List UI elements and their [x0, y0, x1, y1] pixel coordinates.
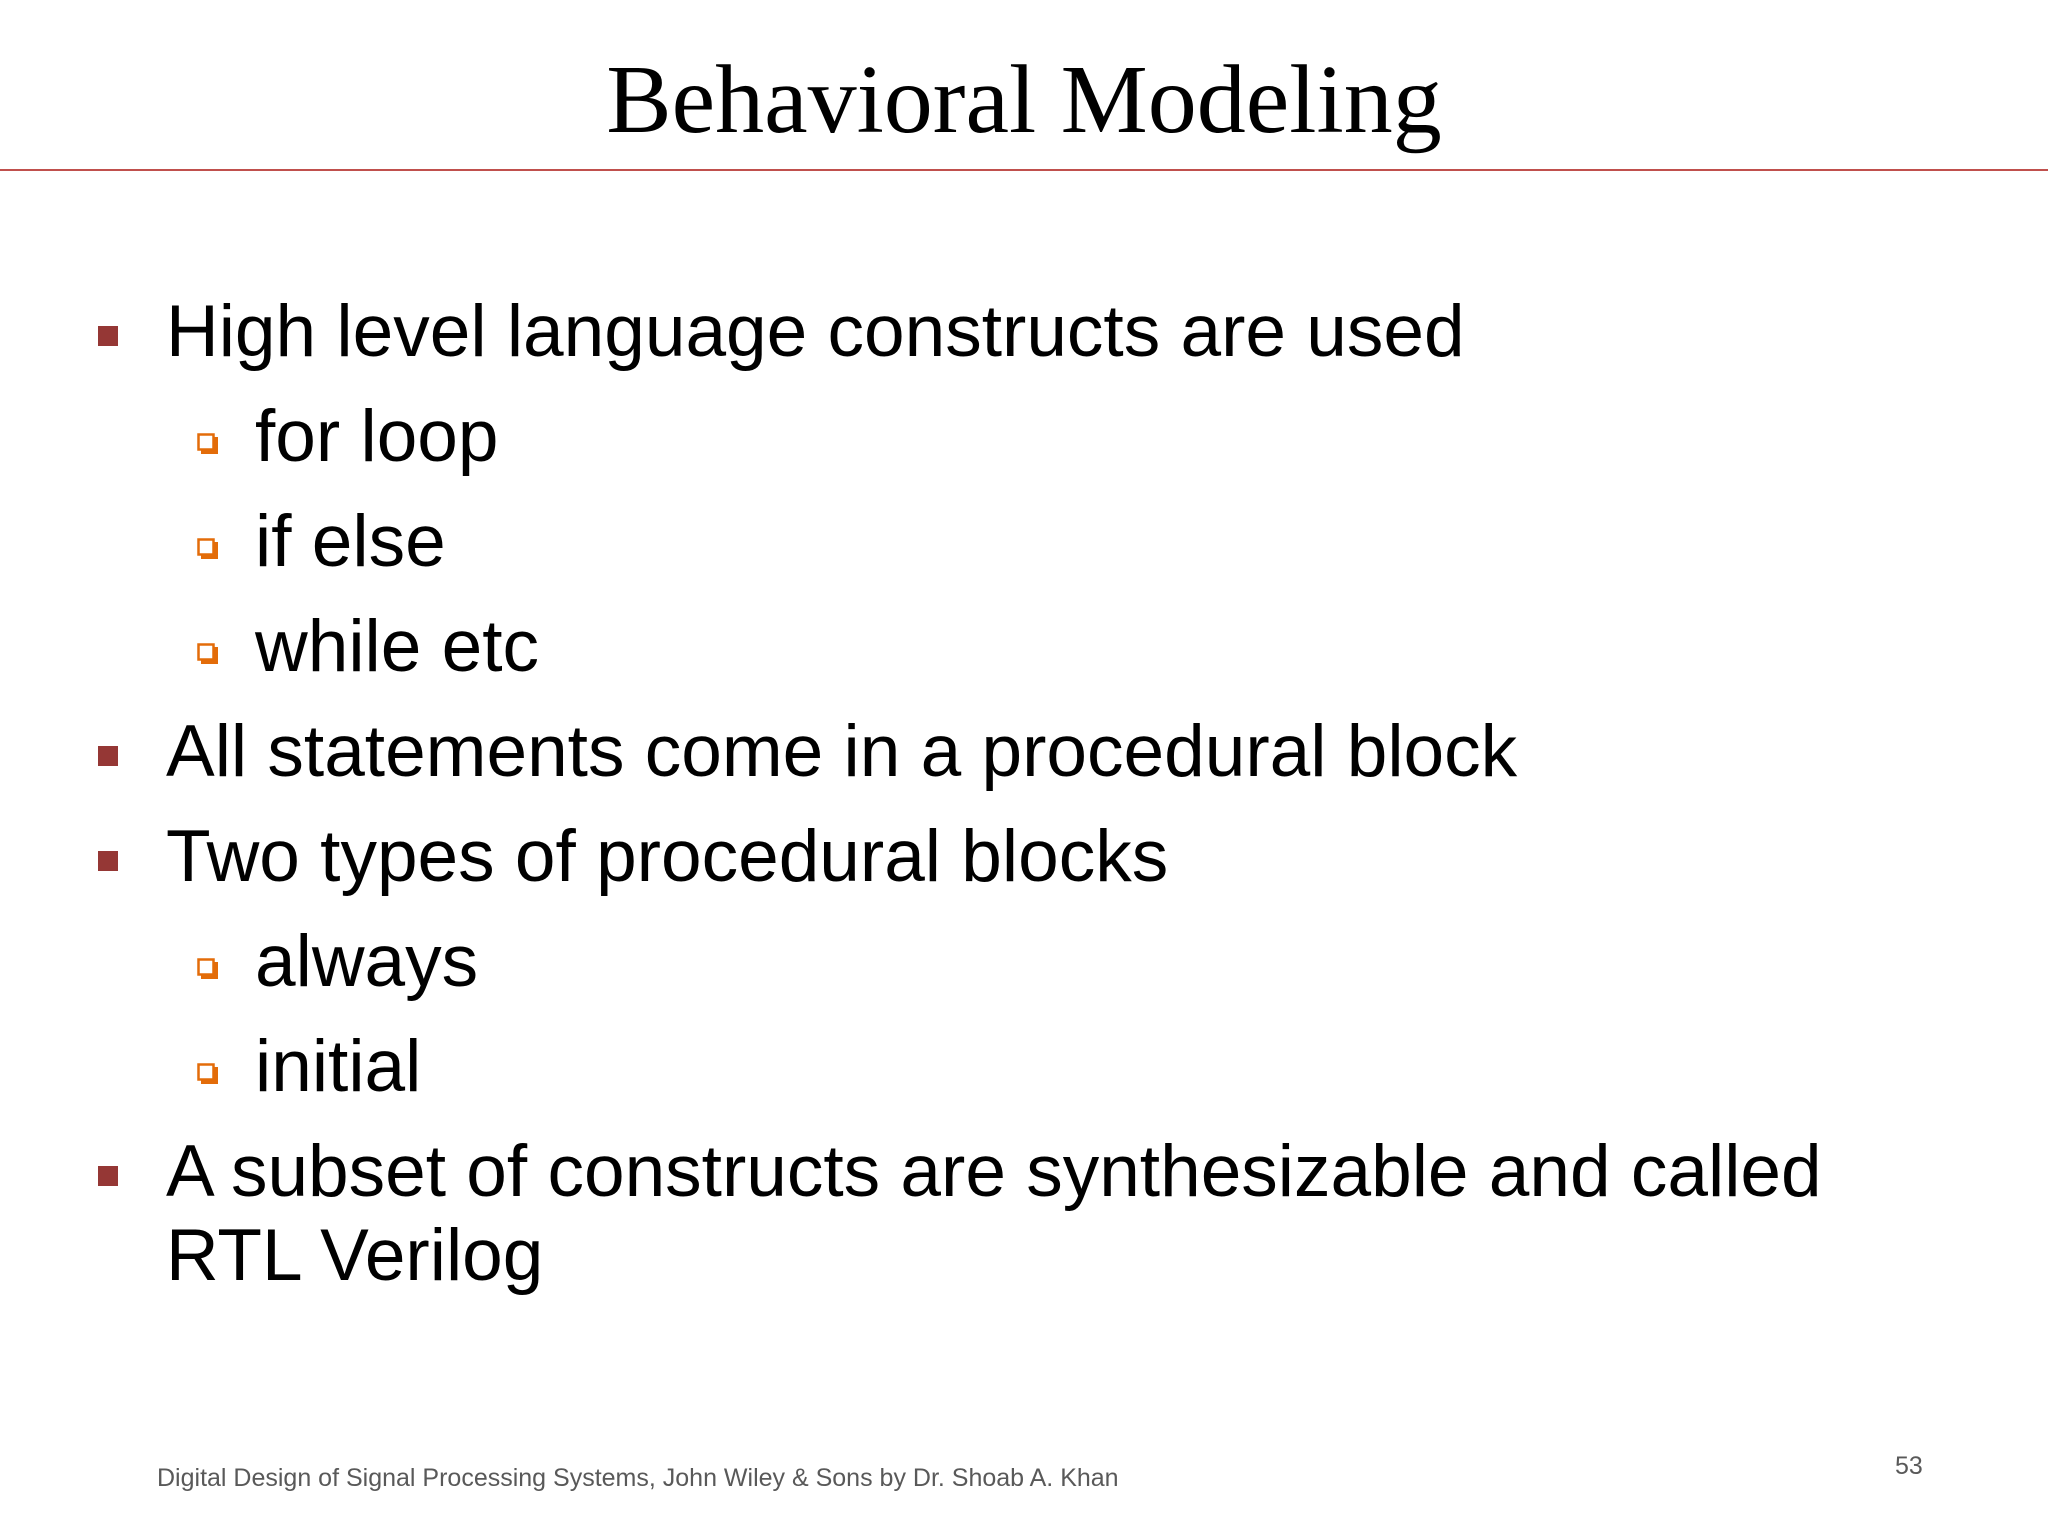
square-bullet-icon: [98, 746, 118, 766]
title-divider: [0, 169, 2048, 171]
sub-bullet-text: initial: [255, 1026, 422, 1107]
square-bullet-icon: [98, 851, 118, 871]
shadowed-box-bullet-icon: [197, 538, 219, 560]
square-bullet-icon: [98, 326, 118, 346]
slide-title: Behavioral Modeling: [606, 46, 1442, 154]
sub-bullet-text: always: [255, 921, 479, 1002]
sub-bullet-text: for loop: [255, 396, 499, 477]
square-bullet-icon: [98, 1166, 118, 1186]
bullet-text: Two types of procedural blocks: [166, 816, 1169, 897]
shadowed-box-bullet-icon: [197, 958, 219, 980]
bullet-text: High level language constructs are used: [166, 291, 1465, 372]
bullet-text-continuation: RTL Verilog: [166, 1215, 544, 1296]
bullet-text: A subset of constructs are synthesizable and called: [166, 1131, 1822, 1212]
bullet-text: All statements come in a procedural block: [166, 711, 1518, 792]
footer-citation: Digital Design of Signal Processing Systems, John Wiley & Sons by Dr. Shoab A. Khan: [157, 1464, 1119, 1492]
page-number: 53: [1895, 1452, 1923, 1480]
shadowed-box-bullet-icon: [197, 1063, 219, 1085]
sub-bullet-text: if else: [255, 501, 446, 582]
shadowed-box-bullet-icon: [197, 643, 219, 665]
sub-bullet-text: while etc: [255, 606, 540, 687]
shadowed-box-bullet-icon: [197, 433, 219, 455]
